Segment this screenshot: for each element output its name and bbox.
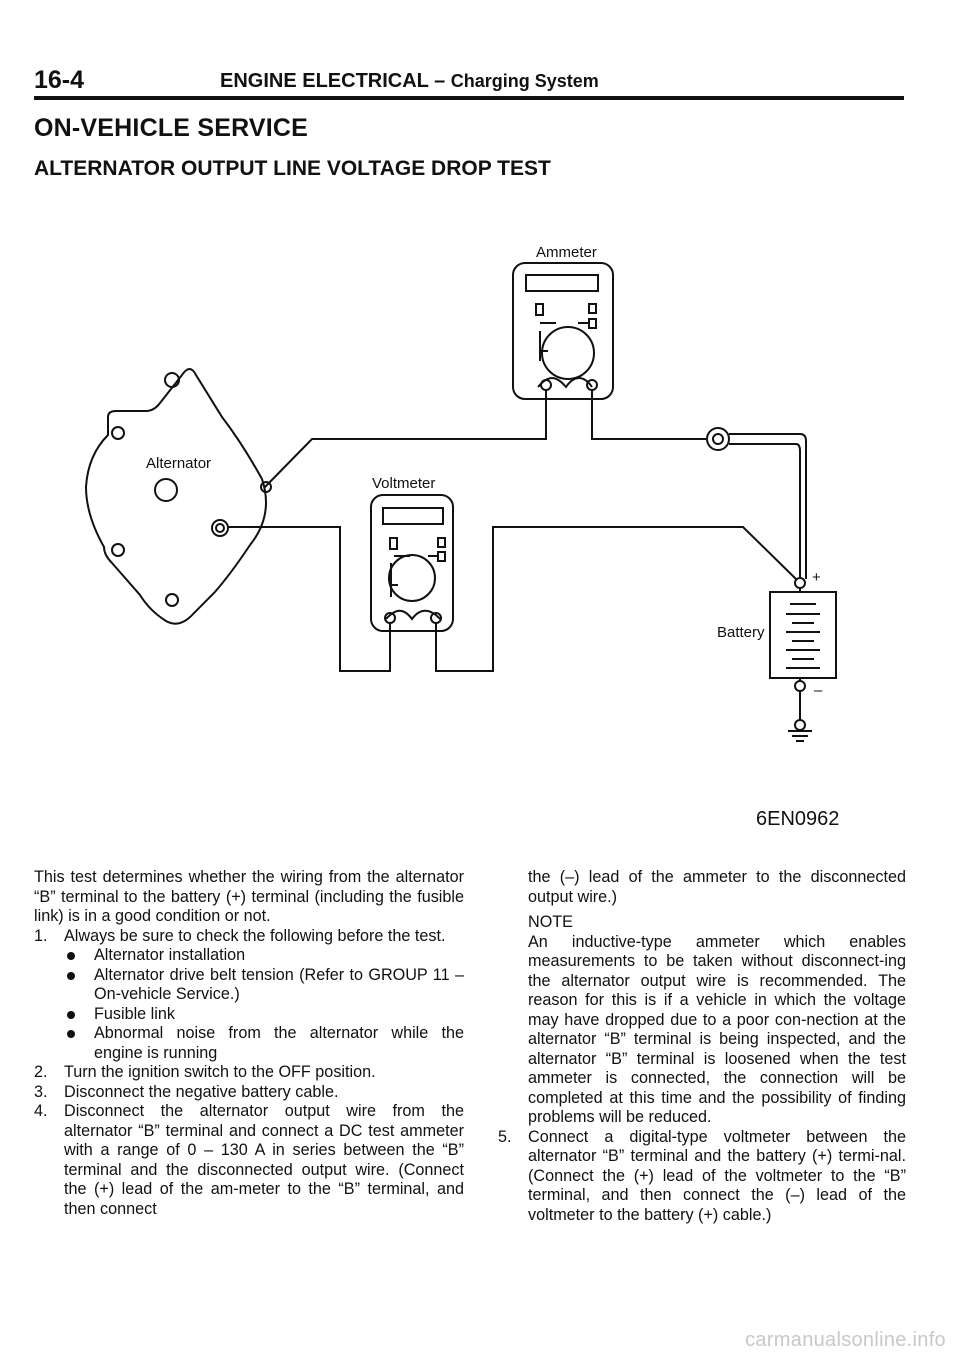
step-1-number: 1. — [34, 926, 48, 945]
alternator-unit — [86, 369, 271, 624]
step-5-text: Connect a digital-type voltmeter between the alternator “B” terminal and the battery (+) termi-nal. (Connect the (+) lead of the voltmeter to the “B” terminal, and then connect the (–) lead of the voltmeter to the battery (+) cable.) — [528, 1127, 906, 1224]
page-number: 16-4 — [34, 66, 85, 94]
watermark: carmanualsonline.info — [745, 1329, 946, 1351]
figure-code: 6EN0962 — [756, 808, 840, 830]
note-text: An inductive-type ammeter which enables measurements to be taken without disconnect-ing the alternator output wire is recommended. The reason for this is if a vehicle in which the voltage may have dropped due to a poor con-nection at the alternator “B” terminal is being inspected, and the alternator “B” terminal is loosened when the test ammeter is connected, the connection will be completed at this time and the possibility of finding problems will be reduced. — [528, 932, 906, 1126]
bullet-icon — [67, 952, 75, 960]
note-block — [498, 913, 906, 1128]
chapter-name: ENGINE ELECTRICAL – — [220, 70, 446, 92]
bullet-text: Alternator installation — [94, 946, 246, 964]
bullet-icon — [67, 1011, 75, 1019]
page-title: ON-VEHICLE SERVICE — [34, 114, 309, 142]
battery-minus-label: – — [814, 682, 823, 699]
intro-paragraph: This test determines whether the wiring from the alternator “B” terminal to the battery (+) terminal (including the fusible link) is in a good condition or not. — [34, 868, 464, 925]
left-column — [34, 868, 464, 1219]
step-2 — [34, 1063, 464, 1083]
battery-label: Battery — [717, 624, 765, 641]
bullet-item — [34, 946, 464, 966]
step-4-number: 4. — [34, 1102, 48, 1120]
step-1-text: Always be sure to check the following before the test. — [64, 926, 446, 945]
chapter-title — [220, 70, 599, 93]
wiring-diagram — [0, 225, 960, 835]
bullet-icon — [67, 972, 75, 980]
step-5-number: 5. — [498, 1127, 512, 1146]
step-2-number: 2. — [34, 1063, 48, 1081]
page-subtitle: ALTERNATOR OUTPUT LINE VOLTAGE DROP TEST — [34, 157, 551, 180]
step-3-text: Disconnect the negative battery cable. — [64, 1082, 339, 1101]
bullet-text: Alternator drive belt tension (Refer to GROUP 11 – On-vehicle Service.) — [94, 965, 464, 1003]
section-name: Charging System — [450, 71, 599, 91]
step-1 — [34, 927, 464, 947]
voltmeter-meter — [371, 495, 453, 631]
step-3-number: 3. — [34, 1082, 48, 1101]
ammeter-label: Ammeter — [536, 244, 597, 261]
step-3 — [34, 1083, 464, 1103]
step-4-text: Disconnect the alternator output wire from the alternator “B” terminal and connect a DC test ammeter with a range of 0 – 130 A in series between the “B” terminal and the disconnected output wire. (Connect the (+) lead of the am-meter to the “B” terminal, and then connect — [64, 1102, 464, 1218]
right-column — [498, 868, 906, 1225]
step-4 — [34, 1102, 464, 1219]
voltmeter-label: Voltmeter — [372, 475, 436, 492]
page-header — [34, 62, 904, 96]
step-4-continued — [498, 868, 906, 907]
step-2-text: Turn the ignition switch to the OFF position. — [64, 1063, 376, 1081]
bullet-text: Fusible link — [94, 1004, 175, 1023]
bullet-icon — [67, 1030, 75, 1038]
bullet-text: Abnormal noise from the alternator while the engine is running — [94, 1024, 464, 1062]
ammeter-meter — [513, 263, 613, 399]
bullet-item — [34, 1024, 464, 1063]
alternator-label: Alternator — [146, 455, 212, 472]
bullet-item — [34, 1005, 464, 1025]
battery-plus-label: + — [812, 569, 821, 586]
header-rule — [34, 96, 904, 100]
step-5 — [498, 1128, 906, 1226]
battery-unit — [770, 578, 836, 741]
step-4-continued-text: the (–) lead of the ammeter to the disconnected output wire.) — [528, 868, 906, 906]
bullet-item — [34, 966, 464, 1005]
note-label: NOTE — [528, 913, 573, 931]
